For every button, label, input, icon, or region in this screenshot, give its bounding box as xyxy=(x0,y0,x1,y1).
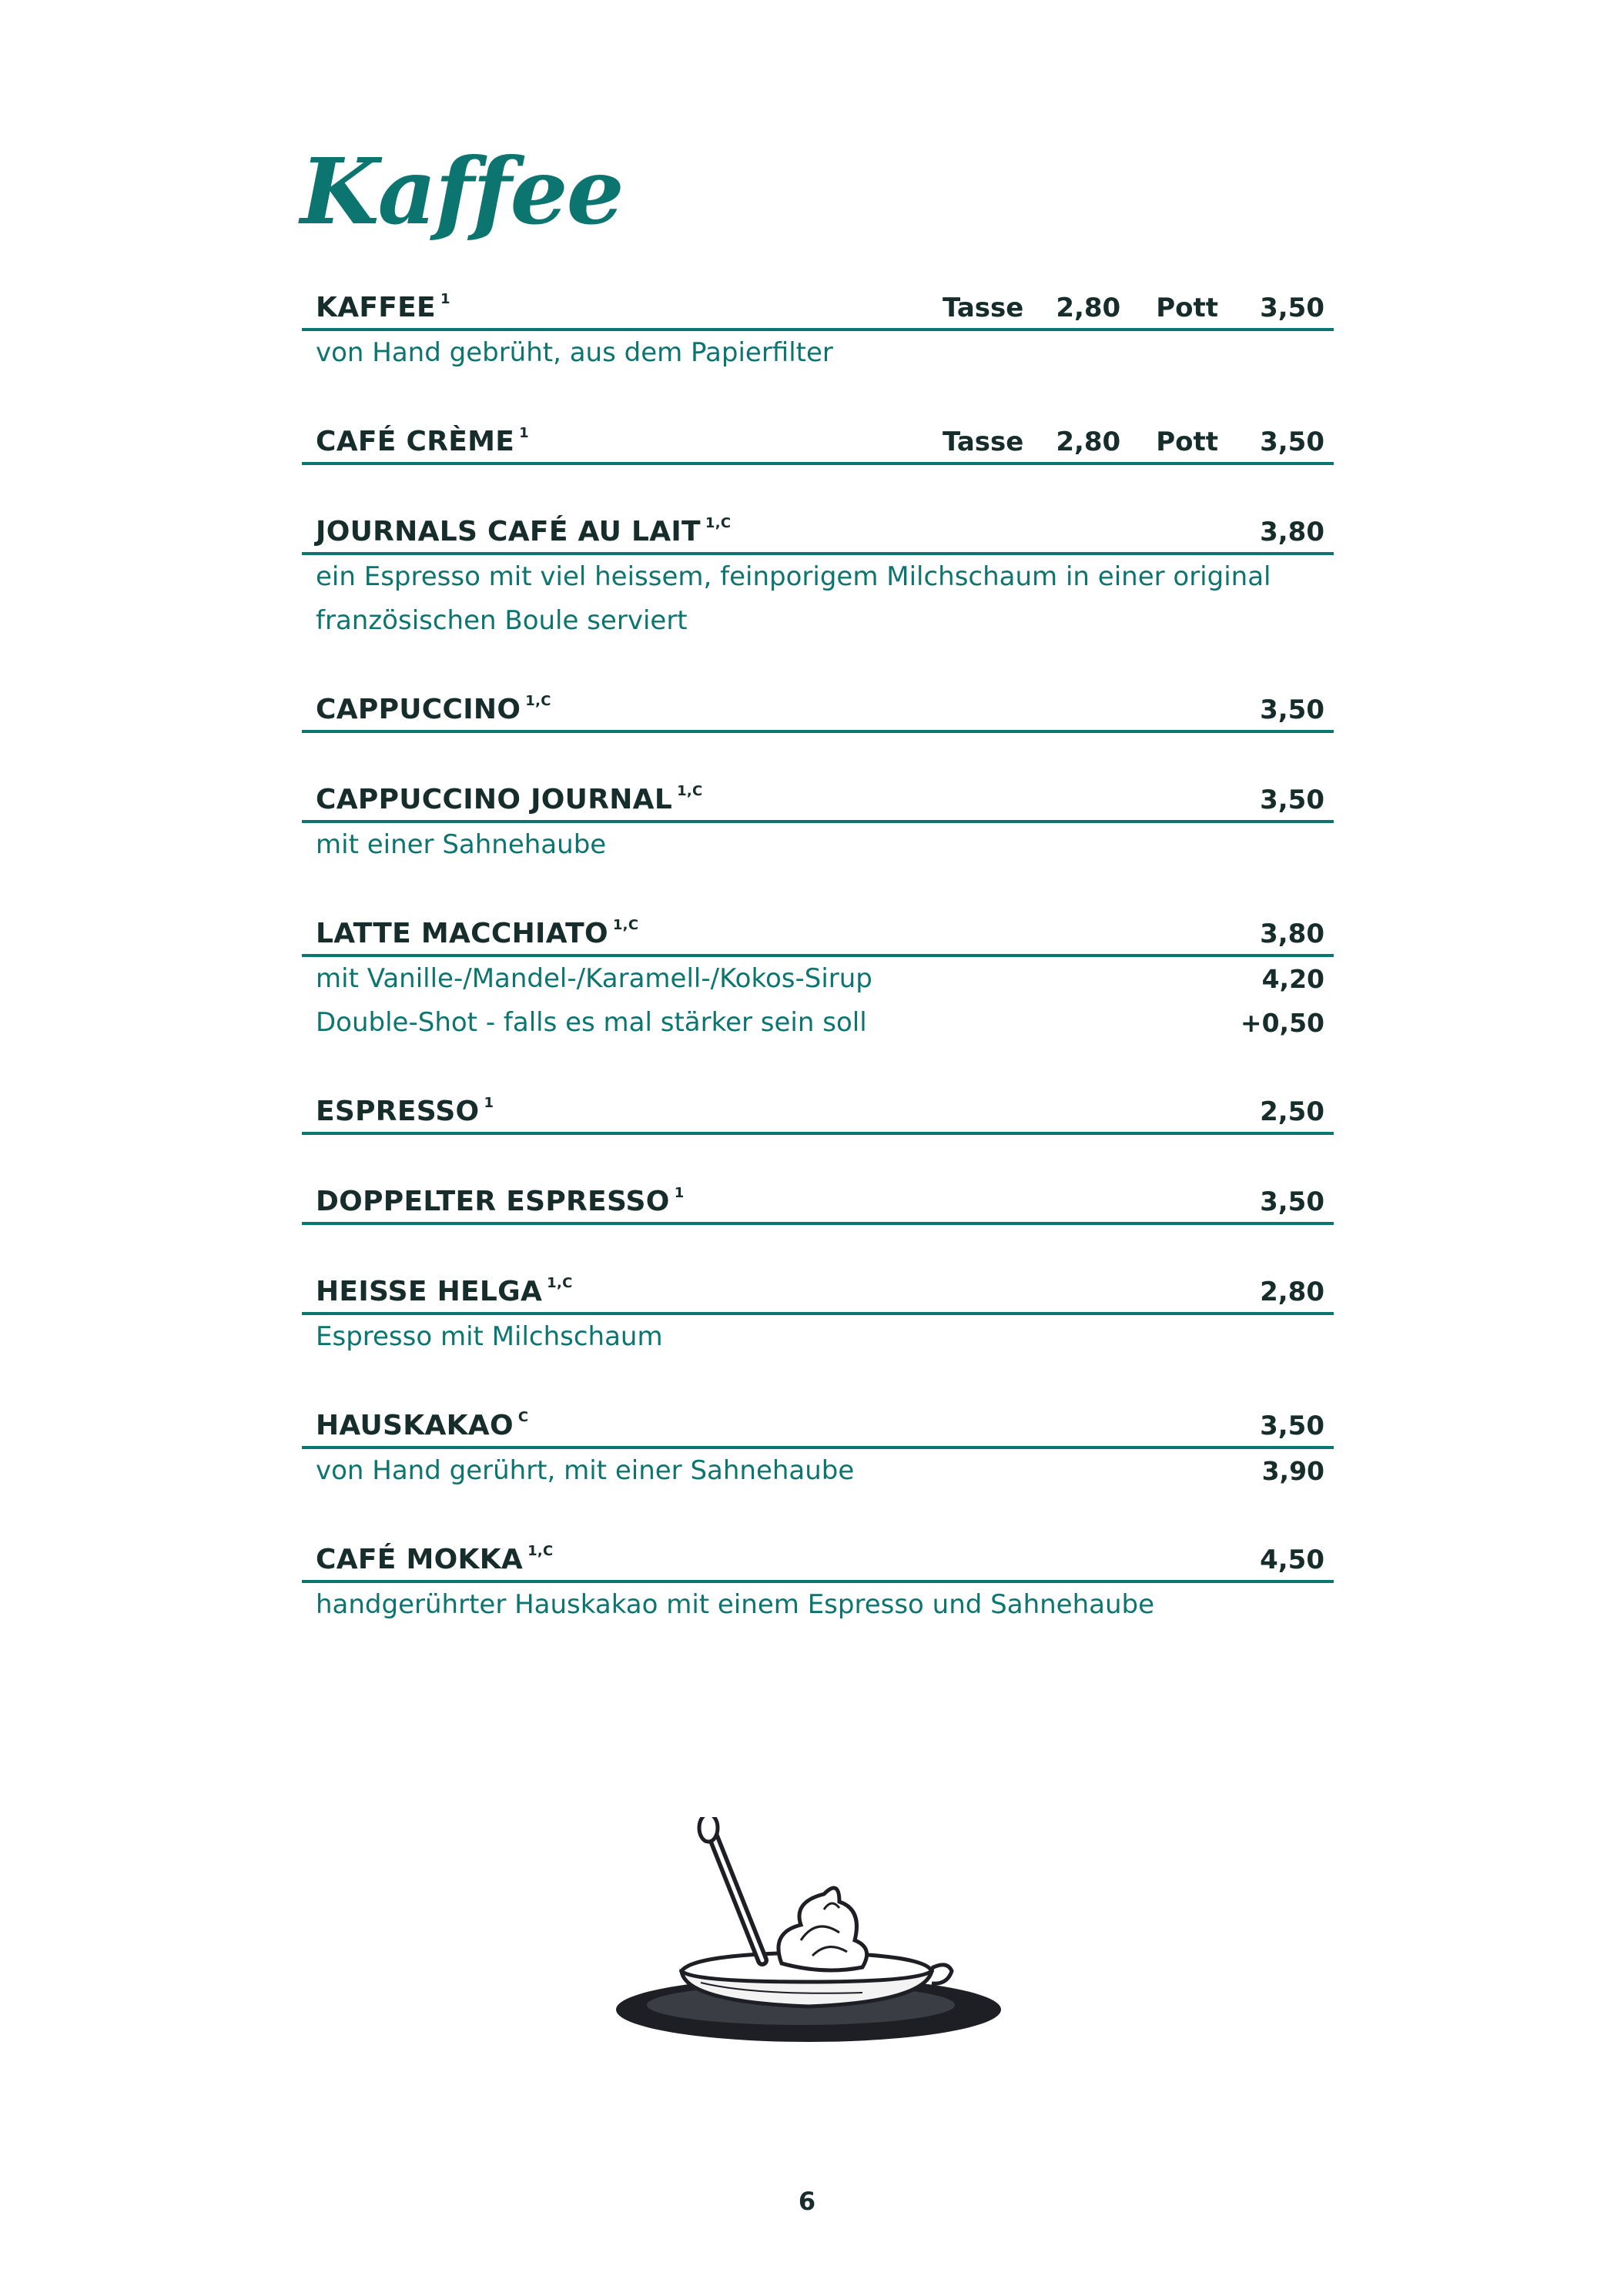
item-name-text: HEISSE HELGA xyxy=(316,1276,543,1307)
item-sizes xyxy=(943,427,1218,457)
option-price: +0,50 xyxy=(1240,1008,1324,1038)
allergen-note: 1,C xyxy=(677,783,703,799)
item-header xyxy=(302,1403,1334,1449)
item-description xyxy=(302,1315,1334,1359)
menu-item xyxy=(302,911,1334,1089)
size-price: 2,80 xyxy=(1056,427,1121,457)
item-header xyxy=(302,1179,1334,1225)
item-price: 3,80 xyxy=(1260,919,1324,949)
item-description-text: Espresso mit Milchschaum xyxy=(316,1321,663,1352)
item-name-text: JOURNALS CAFÉ AU LAIT xyxy=(316,516,701,547)
item-header xyxy=(302,1537,1334,1583)
item-sizes xyxy=(943,293,1218,323)
size-price: 3,50 xyxy=(1260,427,1324,457)
item-description-text: von Hand gerührt, mit einer Sahnehaube xyxy=(316,1455,855,1486)
item-header xyxy=(302,285,1334,331)
size-label: Pott xyxy=(1156,427,1218,457)
size-price: 3,50 xyxy=(1260,293,1324,323)
allergen-note: 1,C xyxy=(612,917,639,933)
size-label: Pott xyxy=(1156,293,1218,323)
allergen-note: 1,C xyxy=(705,515,732,531)
item-header xyxy=(302,777,1334,823)
item-description-text: mit Vanille-/Mandel-/Karamell-/Kokos-Sirup xyxy=(316,963,872,994)
menu-item xyxy=(302,1403,1334,1537)
item-price: 3,50 xyxy=(1260,785,1324,815)
size-label: Tasse xyxy=(943,427,1024,457)
item-price: 3,50 xyxy=(1260,1186,1324,1217)
item-name xyxy=(316,784,703,815)
item-name xyxy=(316,292,450,323)
item-description-text: mit einer Sahnehaube xyxy=(316,829,607,860)
item-price: 3,50 xyxy=(1260,1411,1324,1441)
item-description xyxy=(302,331,1334,375)
item-name xyxy=(316,918,638,949)
item-description-text: von Hand gebrüht, aus dem Papierfilter xyxy=(316,337,833,368)
item-description xyxy=(302,1001,1334,1045)
item-header xyxy=(302,911,1334,957)
item-price: 3,50 xyxy=(1260,694,1324,725)
item-name xyxy=(316,1186,685,1217)
menu-item xyxy=(302,1537,1334,1627)
allergen-note: 1 xyxy=(484,1095,494,1111)
page-title: Kaffee xyxy=(300,138,623,245)
item-price: 4,50 xyxy=(1260,1545,1324,1575)
allergen-note: 1 xyxy=(519,425,529,441)
item-name-text: LATTE MACCHIATO xyxy=(316,918,608,949)
allergen-note: C xyxy=(517,1409,529,1425)
item-price: 2,80 xyxy=(1260,1277,1324,1307)
allergen-note: 1,C xyxy=(547,1275,573,1291)
item-name-text: KAFFEE xyxy=(316,292,436,323)
item-header xyxy=(302,1089,1334,1135)
item-name-text: CAFÉ CRÈME xyxy=(316,426,515,457)
item-header xyxy=(302,419,1334,465)
item-description xyxy=(302,1449,1334,1493)
allergen-note: 1 xyxy=(440,291,450,307)
item-name-text: DOPPELTER ESPRESSO xyxy=(316,1186,670,1217)
allergen-note: 1,C xyxy=(525,693,551,709)
item-description-text: ein Espresso mit viel heissem, feinporigem Milchschaum in einer original xyxy=(316,561,1271,592)
page-number: 6 xyxy=(798,2187,816,2216)
option-price: 4,20 xyxy=(1261,964,1324,994)
menu-list xyxy=(302,285,1334,1627)
item-name xyxy=(316,1544,554,1575)
item-description xyxy=(302,823,1334,867)
menu-item xyxy=(302,1269,1334,1403)
item-description-text: handgerührter Hauskakao mit einem Espresso und Sahnehaube xyxy=(316,1589,1155,1620)
menu-item xyxy=(302,509,1334,687)
item-description xyxy=(302,1583,1334,1627)
item-name-text: CAFÉ MOKKA xyxy=(316,1544,524,1575)
allergen-note: 1 xyxy=(674,1185,685,1201)
menu-item xyxy=(302,1089,1334,1179)
menu-item xyxy=(302,1179,1334,1269)
item-description xyxy=(302,555,1334,599)
cocoa-cup-illustration xyxy=(608,1817,1009,2048)
item-name xyxy=(316,426,529,457)
item-description-text: Double-Shot - falls es mal stärker sein soll xyxy=(316,1007,867,1038)
option-price: 3,90 xyxy=(1261,1456,1324,1486)
item-name-text: HAUSKAKAO xyxy=(316,1410,514,1441)
item-header xyxy=(302,1269,1334,1315)
item-description xyxy=(302,599,1334,643)
item-price: 3,80 xyxy=(1260,517,1324,547)
size-label: Tasse xyxy=(943,293,1024,323)
item-name xyxy=(316,1096,494,1127)
item-name-text: ESPRESSO xyxy=(316,1096,480,1127)
item-name xyxy=(316,1410,528,1441)
item-name xyxy=(316,694,551,725)
menu-item xyxy=(302,687,1334,777)
item-name-text: CAPPUCCINO xyxy=(316,694,521,725)
menu-item xyxy=(302,285,1334,419)
item-header xyxy=(302,509,1334,555)
item-header xyxy=(302,687,1334,733)
item-name xyxy=(316,516,731,547)
item-name-text: CAPPUCCINO JOURNAL xyxy=(316,784,673,815)
menu-item xyxy=(302,777,1334,911)
allergen-note: 1,C xyxy=(527,1543,554,1559)
item-description-text: französischen Boule serviert xyxy=(316,605,688,636)
item-price: 2,50 xyxy=(1260,1096,1324,1127)
size-price: 2,80 xyxy=(1056,293,1121,323)
item-name xyxy=(316,1276,573,1307)
menu-item xyxy=(302,419,1334,509)
item-description xyxy=(302,957,1334,1001)
